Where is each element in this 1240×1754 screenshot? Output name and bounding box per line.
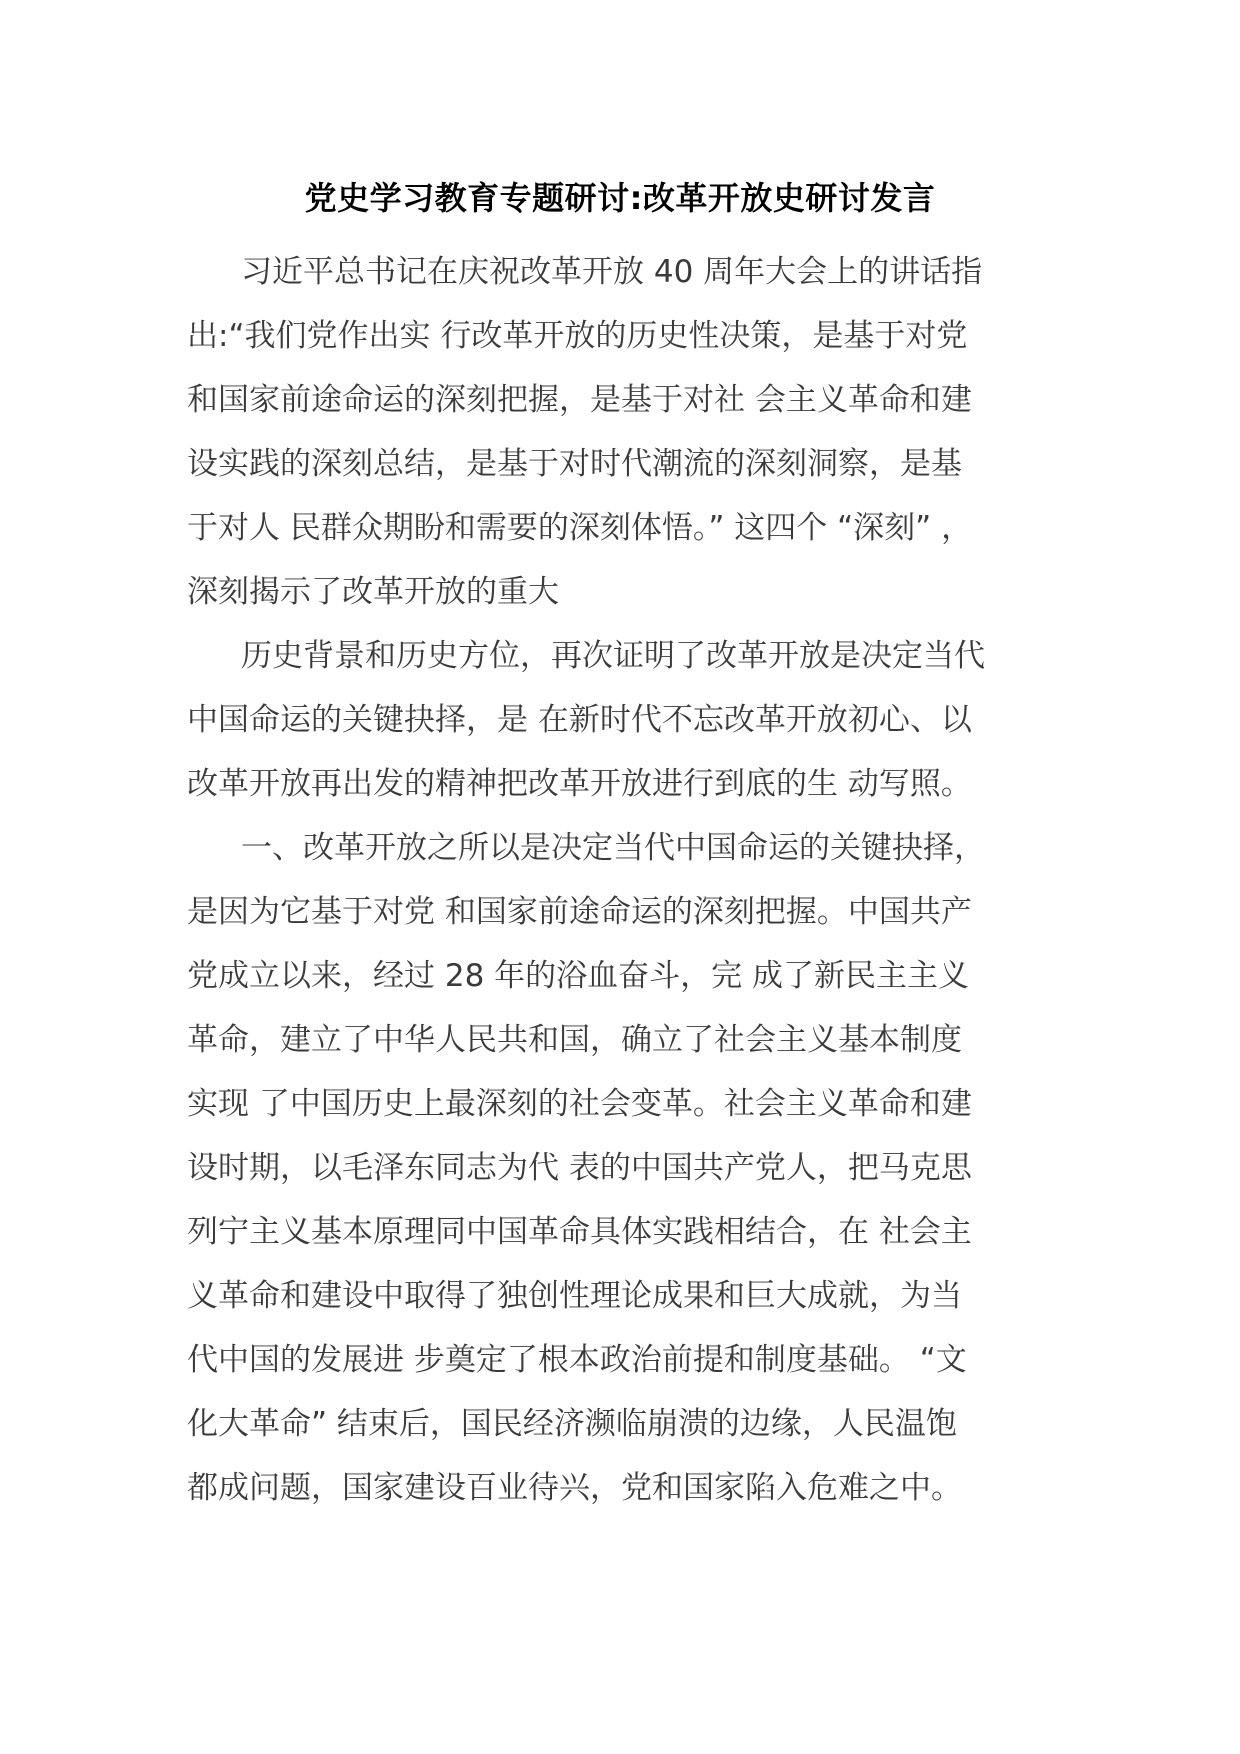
paragraph-1 <box>187 240 1057 624</box>
paragraph-line: 列宁主义基本原理同中国革命具体实践相结合，在 社会主 <box>187 1214 972 1250</box>
paragraph-line: 一、改革开放之所以是决定当代中国命运的关键抉择， <box>241 830 985 866</box>
paragraph-line: 实现 了中国历史上最深刻的社会变革。社会主义革命和建 <box>187 1086 972 1122</box>
paragraph-line: 深刻揭示了改革开放的重大 <box>187 574 559 610</box>
document-title: 党史学习教育专题研讨:改革开放史研讨发言 <box>304 179 936 217</box>
paragraph-line: 和国家前途命运的深刻把握，是基于对社 会主义革命和建 <box>187 382 972 418</box>
paragraph-line: 于对人 民群众期盼和需要的深刻体悟。” 这四个 “深刻” ， <box>187 510 973 546</box>
paragraph-line: 化大革命” 结束后，国民经济濒临崩溃的边缘，人民温饱 <box>187 1406 957 1442</box>
document-body <box>187 240 1057 1520</box>
paragraph-line: 党成立以来，经过 28 年的浴血奋斗，完 成了新民主主义 <box>187 958 970 994</box>
paragraph-line: 习近平总书记在庆祝改革开放 40 周年大会上的讲话指 <box>241 254 983 290</box>
paragraph-3 <box>187 816 1057 1520</box>
paragraph-2 <box>187 624 1057 816</box>
paragraph-line: 改革开放再出发的精神把改革开放进行到底的生 动写照。 <box>187 766 972 802</box>
paragraph-line: 是因为它基于对党 和国家前途命运的深刻把握。中国共产 <box>187 894 972 930</box>
paragraph-line: 革命，建立了中华人民共和国，确立了社会主义基本制度 <box>187 1022 962 1058</box>
paragraph-line: 设时期，以毛泽东同志为代 表的中国共产党人，把马克思 <box>187 1150 972 1186</box>
paragraph-line: 义革命和建设中取得了独创性理论成果和巨大成就，为当 <box>187 1278 962 1314</box>
paragraph-line: 历史背景和历史方位，再次证明了改革开放是决定当代 <box>241 638 985 674</box>
paragraph-line: 设实践的深刻总结，是基于对时代潮流的深刻洞察，是基 <box>187 446 962 482</box>
paragraph-line: 出:“我们党作出实 行改革开放的历史性决策，是基于对党 <box>187 318 968 354</box>
paragraph-line: 中国命运的关键抉择，是 在新时代不忘改革开放初心、以 <box>187 702 972 738</box>
paragraph-line: 代中国的发展进 步奠定了根本政治前提和制度基础。 “文 <box>187 1342 967 1378</box>
paragraph-line: 都成问题，国家建设百业待兴，党和国家陷入危难之中。 <box>187 1470 962 1506</box>
